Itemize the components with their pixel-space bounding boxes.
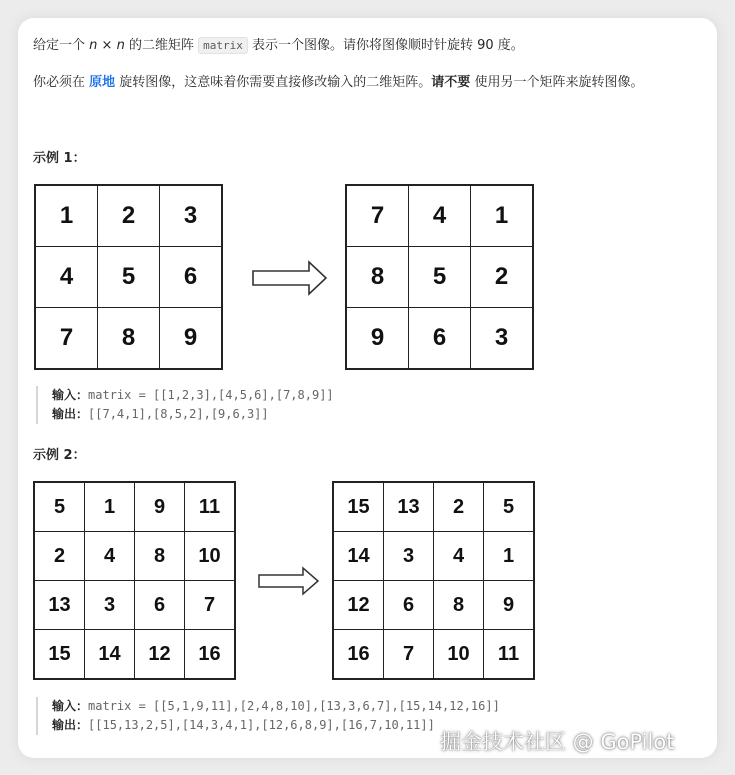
desc-text: 的二维矩阵 [124, 38, 199, 53]
matrix-row [333, 482, 534, 532]
matrix-row [333, 532, 534, 581]
matrix-cell: 2 [98, 185, 160, 247]
matrix-cell: 11 [484, 630, 535, 680]
matrix-cell: 9 [160, 308, 223, 370]
matrix-cell: 12 [333, 581, 384, 630]
matrix-cell: 8 [98, 308, 160, 370]
matrix-cell: 8 [346, 247, 409, 308]
matrix-cell: 6 [409, 308, 471, 370]
times-symbol: × [97, 38, 117, 53]
example-2-output-line [52, 716, 500, 735]
desc-text: 旋转图像，这意味着你需要直接修改输入的二维矩阵。 [115, 75, 432, 90]
matrix-cell: 12 [135, 630, 185, 680]
matrix-cell: 2 [471, 247, 534, 308]
example-1-heading: 示例 1： [33, 151, 86, 166]
matrix-row [346, 308, 533, 370]
matrix-cell: 6 [384, 581, 434, 630]
matrix-cell: 10 [185, 532, 236, 581]
matrix-cell: 5 [484, 482, 535, 532]
input-value: matrix = [[5,1,9,11],[2,4,8,10],[13,3,6,7],[15,14,12,16]] [88, 699, 500, 713]
output-label: 输出： [52, 718, 89, 732]
matrix-cell: 9 [484, 581, 535, 630]
matrix-cell: 16 [185, 630, 236, 680]
n-variable: n [116, 38, 125, 53]
matrix-cell: 15 [333, 482, 384, 532]
output-value: [[15,13,2,5],[14,3,4,1],[12,6,8,9],[16,7,10,11]] [88, 718, 435, 732]
matrix-cell: 8 [434, 581, 484, 630]
matrix-cell: 1 [471, 185, 534, 247]
example-1-input-matrix [34, 184, 223, 370]
in-place-link[interactable]: 原地 [89, 75, 116, 90]
matrix-cell: 8 [135, 532, 185, 581]
inline-code-matrix: matrix [198, 37, 248, 54]
matrix-row [34, 581, 235, 630]
matrix-cell: 6 [160, 247, 223, 308]
matrix-cell: 11 [185, 482, 236, 532]
matrix-row [346, 247, 533, 308]
matrix-cell: 4 [35, 247, 98, 308]
matrix-cell: 5 [98, 247, 160, 308]
matrix-cell: 14 [85, 630, 135, 680]
output-value: [[7,4,1],[8,5,2],[9,6,3]] [88, 407, 269, 421]
matrix-row [34, 482, 235, 532]
matrix-cell: 3 [160, 185, 223, 247]
matrix-cell: 14 [333, 532, 384, 581]
matrix-cell: 13 [34, 581, 85, 630]
matrix-cell: 7 [35, 308, 98, 370]
matrix-cell: 1 [85, 482, 135, 532]
matrix-cell: 3 [85, 581, 135, 630]
matrix-row [34, 630, 235, 680]
input-label: 输入： [52, 388, 89, 402]
matrix-cell: 3 [471, 308, 534, 370]
desc-text: 给定一个 [33, 38, 90, 53]
watermark: 掘金技术社区 @ GoPilot [440, 730, 675, 754]
matrix-row [35, 185, 222, 247]
matrix-cell: 4 [409, 185, 471, 247]
matrix-cell: 7 [185, 581, 236, 630]
desc-text: 你必须在 [33, 75, 90, 90]
matrix-row [34, 532, 235, 581]
example-1-output-matrix [345, 184, 534, 370]
matrix-cell: 9 [135, 482, 185, 532]
matrix-row [333, 581, 534, 630]
desc-text: 表示一个图像。请你将图像顺时针旋转 90 度。 [247, 38, 524, 53]
example-1-code [36, 386, 334, 424]
do-not-emphasis: 请不要 [431, 75, 471, 90]
matrix-cell: 2 [34, 532, 85, 581]
matrix-cell: 4 [85, 532, 135, 581]
matrix-cell: 10 [434, 630, 484, 680]
example-2-output-matrix [332, 481, 535, 680]
matrix-cell: 5 [409, 247, 471, 308]
matrix-cell: 9 [346, 308, 409, 370]
matrix-cell: 4 [434, 532, 484, 581]
output-label: 输出： [52, 407, 89, 421]
matrix-cell: 3 [384, 532, 434, 581]
matrix-row [333, 630, 534, 680]
matrix-cell: 13 [384, 482, 434, 532]
matrix-cell: 2 [434, 482, 484, 532]
matrix-cell: 16 [333, 630, 384, 680]
matrix-cell: 1 [35, 185, 98, 247]
matrix-row [346, 185, 533, 247]
matrix-cell: 1 [484, 532, 535, 581]
matrix-cell: 7 [384, 630, 434, 680]
example-2-code [36, 697, 500, 735]
example-2-heading: 示例 2： [33, 448, 86, 463]
input-label: 输入： [52, 699, 89, 713]
matrix-cell: 7 [346, 185, 409, 247]
right-arrow-icon [251, 260, 329, 296]
example-2-input-line [52, 697, 500, 716]
input-value: matrix = [[1,2,3],[4,5,6],[7,8,9]] [88, 388, 334, 402]
example-1-output-line [52, 405, 334, 424]
example-2-input-matrix [33, 481, 236, 680]
matrix-cell: 6 [135, 581, 185, 630]
matrix-row [35, 247, 222, 308]
n-variable: n [89, 38, 98, 53]
matrix-cell: 5 [34, 482, 85, 532]
matrix-row [35, 308, 222, 370]
desc-text: 使用另一个矩阵来旋转图像。 [470, 75, 644, 90]
problem-description-line-1 [33, 37, 524, 55]
matrix-cell: 15 [34, 630, 85, 680]
right-arrow-icon [257, 566, 321, 596]
problem-description-line-2 [33, 74, 643, 92]
example-1-input-line [52, 386, 334, 405]
